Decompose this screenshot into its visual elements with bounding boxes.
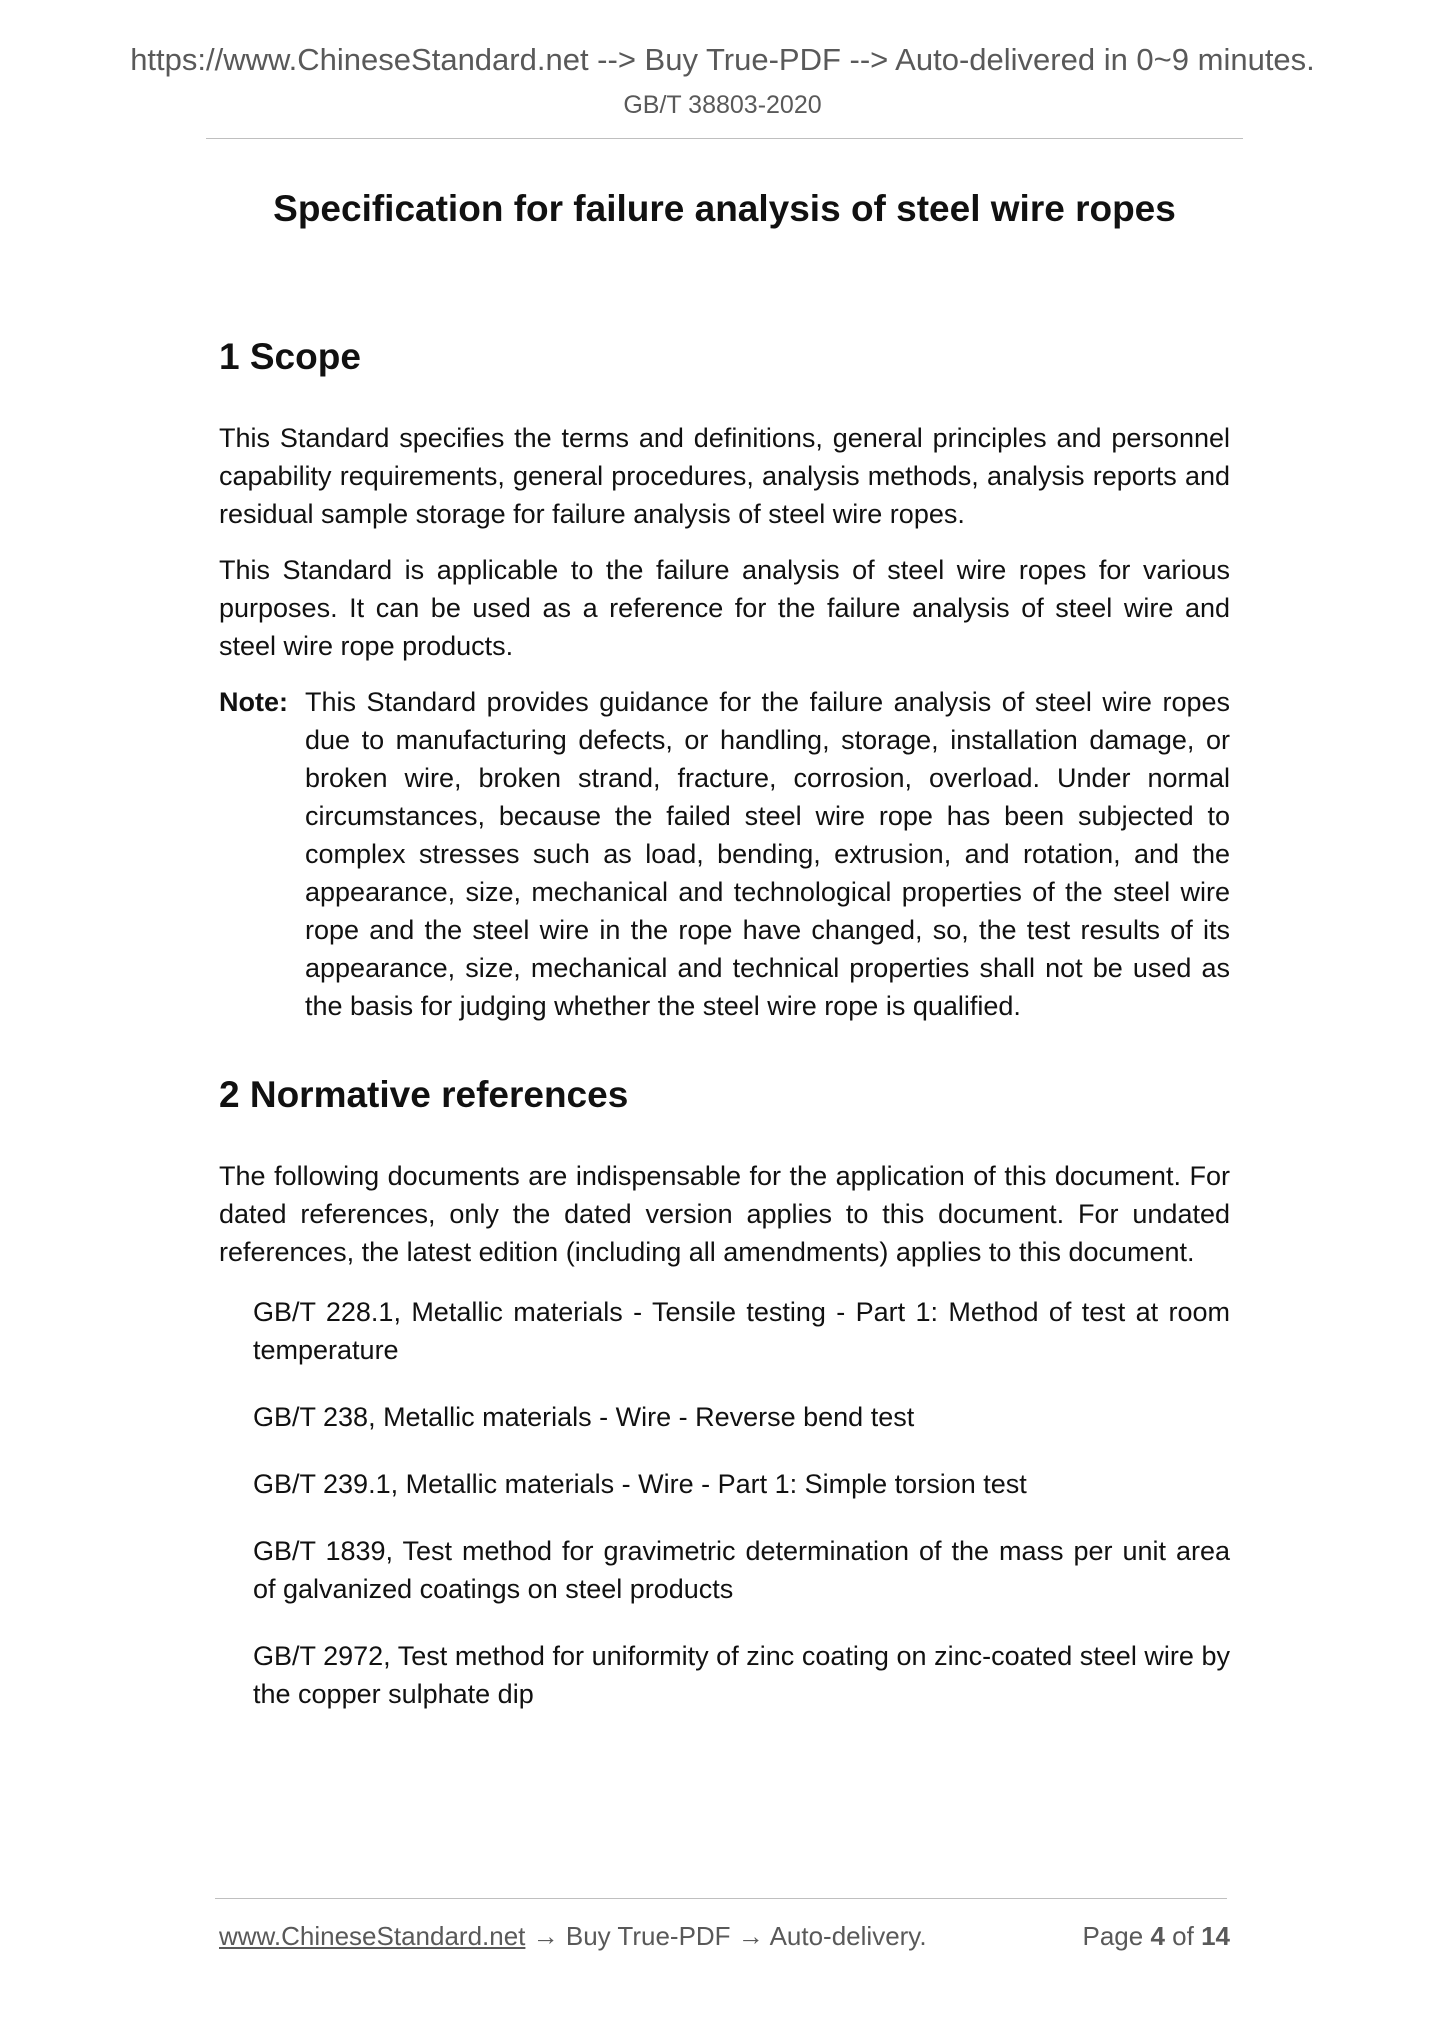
scope-paragraph: This Standard is applicable to the failure analysis of steel wire ropes for various purposes. It can be used as a reference for the failure analysis of steel wire and steel wire rope products. bbox=[219, 555, 1230, 661]
page-of: of bbox=[1172, 1921, 1194, 1951]
scope-note bbox=[219, 683, 1230, 1025]
note-label: Note: bbox=[219, 687, 288, 717]
footer-divider bbox=[215, 1898, 1227, 1899]
footer-site-link[interactable]: www.ChineseStandard.net bbox=[219, 1921, 526, 1951]
reference-item: GB/T 239.1, Metallic materials - Wire - Part 1: Simple torsion test bbox=[253, 1469, 1027, 1499]
reference-item: GB/T 2972, Test method for uniformity of zinc coating on zinc-coated steel wire by the copper sulphate dip bbox=[253, 1641, 1230, 1709]
header-divider bbox=[206, 138, 1243, 139]
page-total: 14 bbox=[1201, 1921, 1230, 1951]
scope-paragraph: This Standard specifies the terms and definitions, general principles and personnel capability requirements, general procedures, analysis methods, analysis reports and residual sample storage for failure analysis of steel wire ropes. bbox=[219, 423, 1230, 529]
page-prefix: Page bbox=[1082, 1921, 1144, 1951]
footer-tagline: → Buy True-PDF → Auto-delivery. bbox=[525, 1921, 927, 1951]
reference-list bbox=[219, 1293, 1230, 1713]
source-banner: https://www.ChineseStandard.net --> Buy True-PDF --> Auto-delivered in 0~9 minutes. bbox=[130, 42, 1315, 77]
page-number bbox=[1082, 1918, 1230, 1954]
section-heading-scope: 1 Scope bbox=[219, 336, 361, 377]
footer-source bbox=[219, 1918, 927, 1954]
reference-item: GB/T 228.1, Metallic materials - Tensile testing - Part 1: Method of test at room temperature bbox=[253, 1297, 1230, 1365]
references-intro: The following documents are indispensable for the application of this document. For dated references, only the dated version applies to this document. For undated references, the latest edition (including all amendments) applies to this document. bbox=[219, 1161, 1230, 1267]
page-footer bbox=[219, 1918, 1230, 1954]
reference-item: GB/T 238, Metallic materials - Wire - Reverse bend test bbox=[253, 1402, 915, 1432]
document-title: Specification for failure analysis of steel wire ropes bbox=[273, 188, 1176, 229]
section-heading-normative-references: 2 Normative references bbox=[219, 1074, 629, 1115]
reference-item: GB/T 1839, Test method for gravimetric determination of the mass per unit area of galvanized coatings on steel products bbox=[253, 1536, 1230, 1604]
page-current: 4 bbox=[1150, 1921, 1165, 1951]
page-content bbox=[219, 185, 1230, 1742]
note-text: This Standard provides guidance for the failure analysis of steel wire ropes due to manufacturing defects, or handling, storage, installation damage, or broken wire, broken strand, fracture, corrosion, overload. Under normal circumstances, because the failed steel wire rope has been subjected to complex stresses such as load, bending, extrusion, and rotation, and the appearance, size, mechanical and technological properties of the steel wire rope and the steel wire in the rope have changed, so, the test results of its appearance, size, mechanical and technical properties shall not be used as the basis for judging whether the steel wire rope is qualified. bbox=[305, 687, 1230, 1021]
document-code: GB/T 38803-2020 bbox=[623, 91, 822, 119]
